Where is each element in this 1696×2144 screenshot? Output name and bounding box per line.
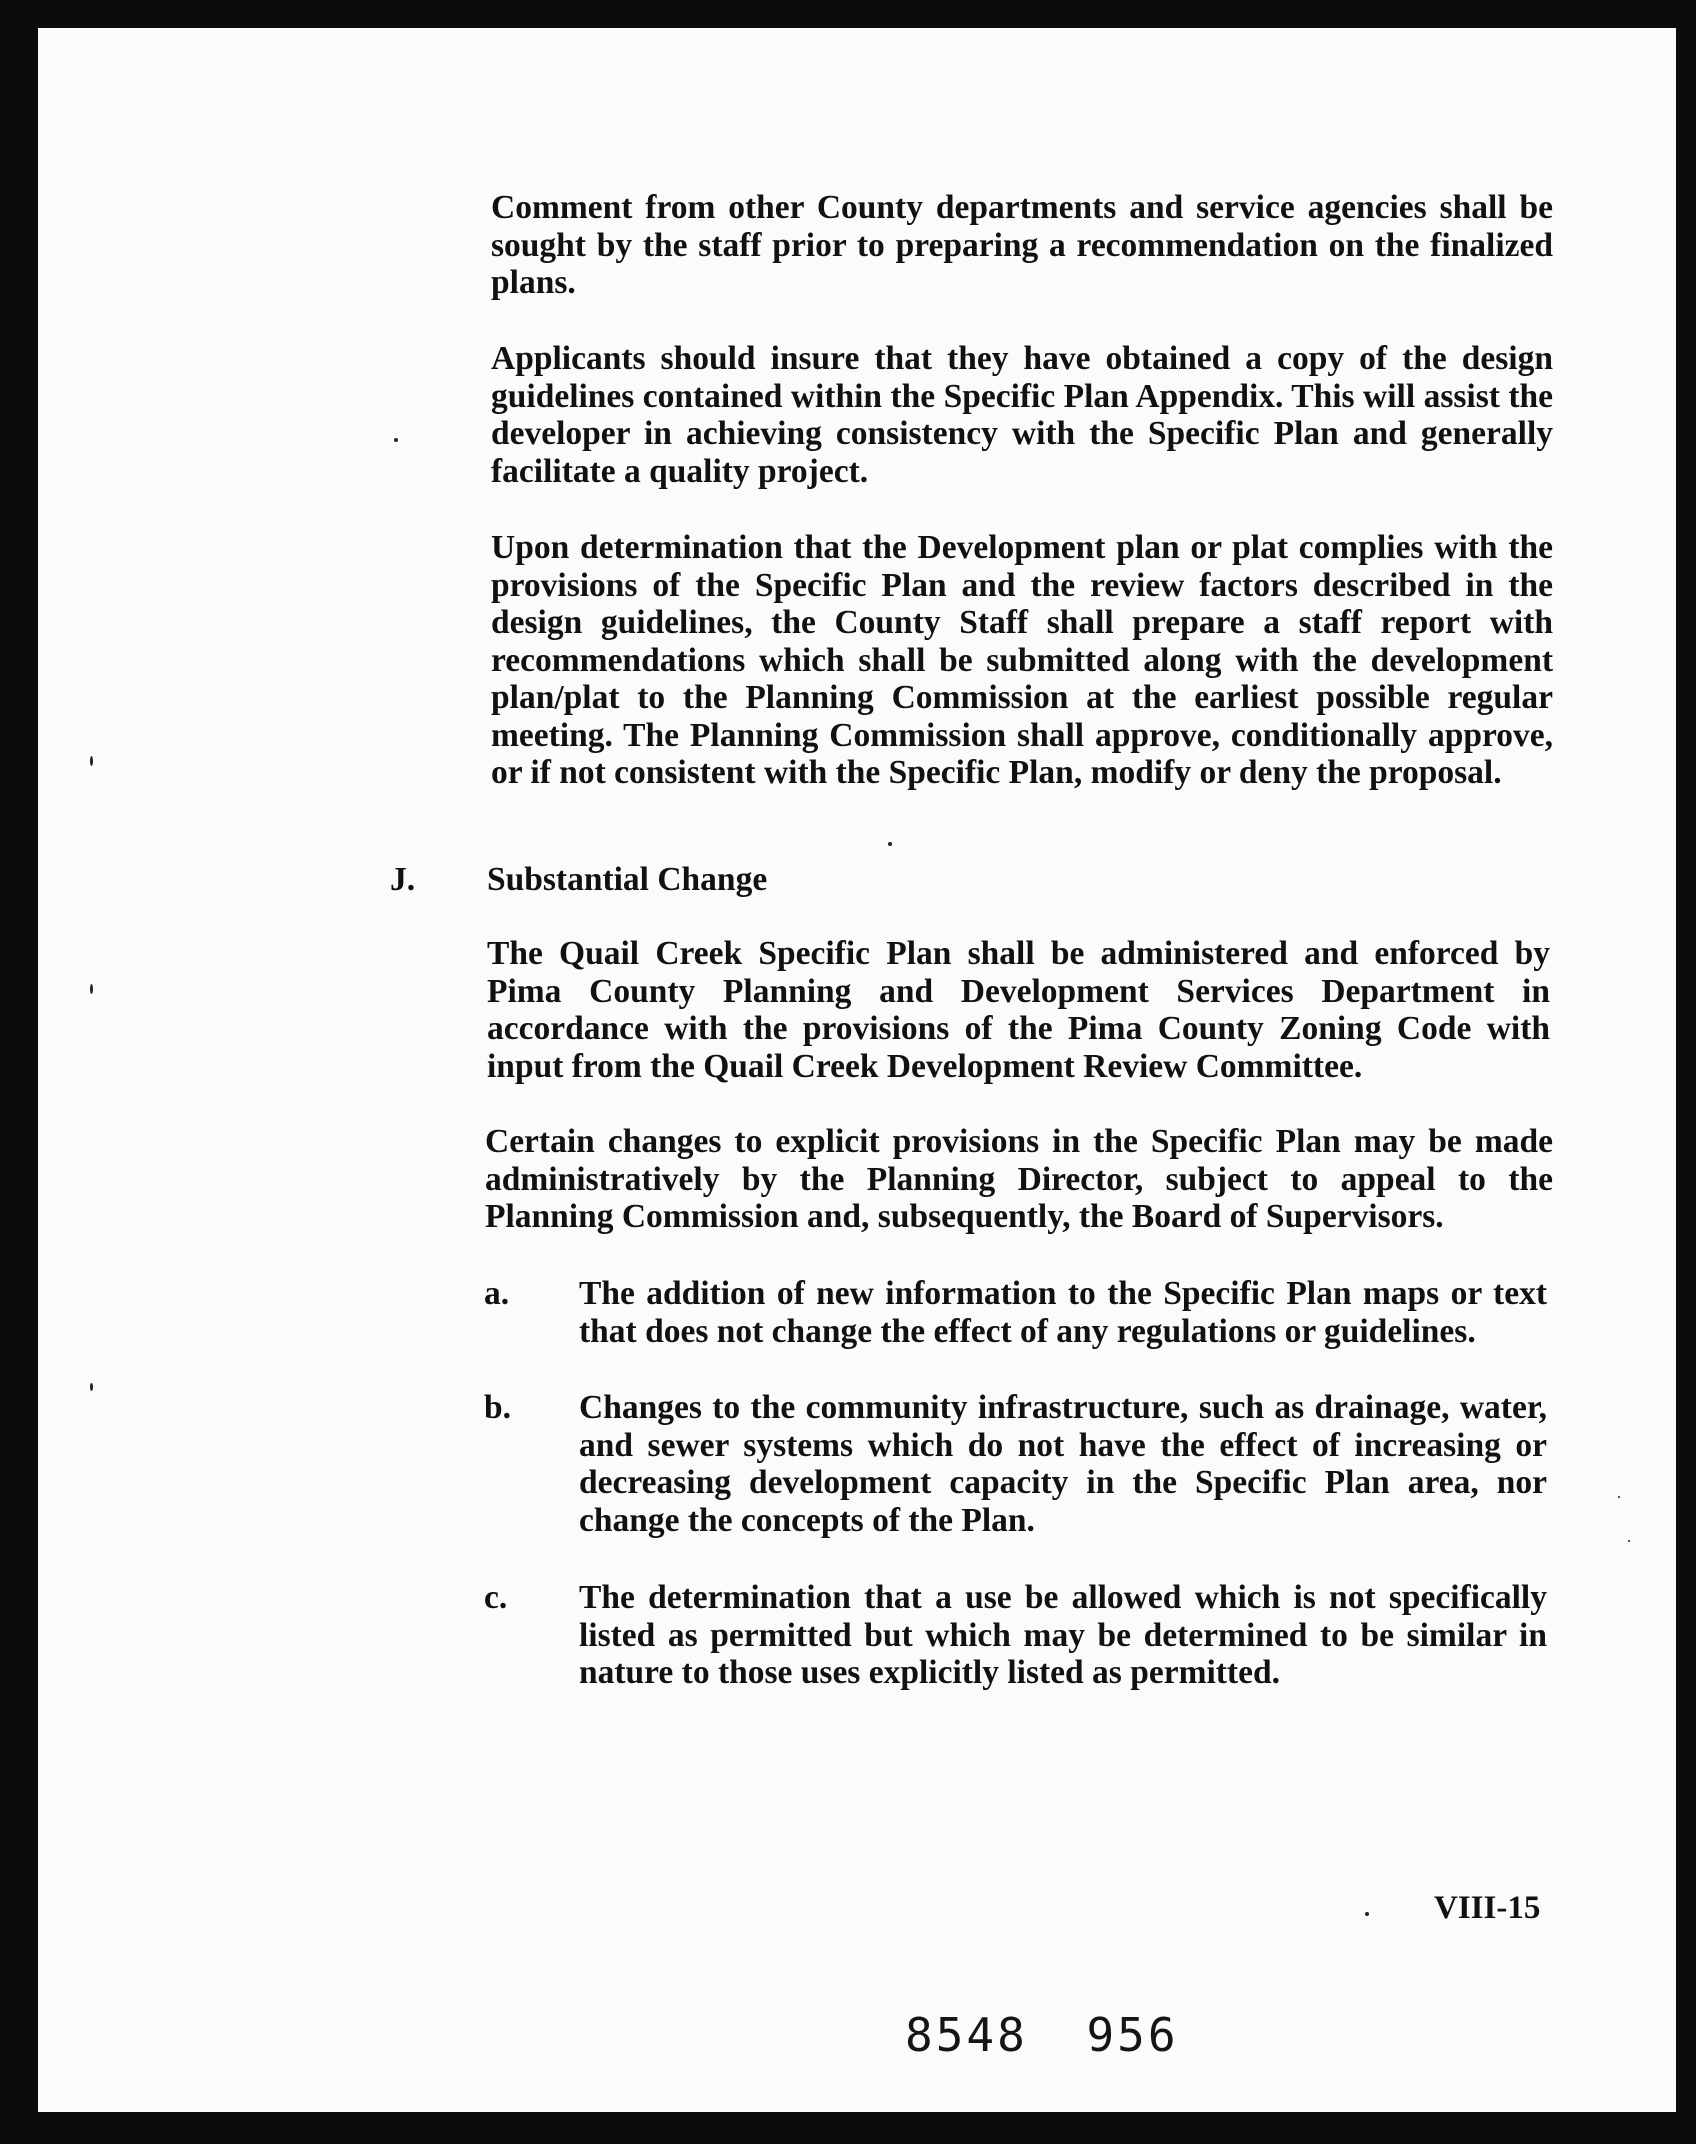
scan-speck	[90, 1383, 93, 1391]
list-item-text-a: The addition of new information to the Specific Plan maps or text that does not change the effect of any regulations or guidelines.	[579, 1275, 1547, 1350]
list-item-letter-b: b.	[484, 1389, 512, 1426]
scan-speck	[90, 756, 93, 766]
list-item-text-c: The determination that a use be allowed which is not specifically listed as permitted but which may be determined to be similar in nature to those uses explicitly listed as permitted.	[579, 1579, 1547, 1691]
scan-speck	[888, 842, 892, 846]
scan-speck	[394, 438, 398, 442]
paragraph-quail-creek: The Quail Creek Specific Plan shall be administered and enforced by Pima County Planning and Development Services Department in accordance with the provisions of the Pima County Zoning Code with input from the Quail Creek Development Review Committee.	[487, 935, 1550, 1085]
scan-speck	[1365, 1912, 1369, 1916]
paragraph-determination: Upon determination that the Development plan or plat complies with the provisions of the Specific Plan and the review factors described in the design guidelines, the County Staff shall prepare a staff report with recommendations which shall be submitted along with the development plan/plat to the Planning Commission at the earliest possible regular meeting. The Planning Commission shall approve, conditionally approve, or if not consistent with the Specific Plan, modify or deny the proposal.	[491, 529, 1553, 791]
scan-speck	[1628, 1540, 1630, 1542]
list-item-letter-a: a.	[484, 1275, 510, 1312]
document-page	[38, 28, 1676, 2112]
page-number: VIII-15	[1434, 1890, 1541, 1926]
scan-speck	[1618, 1496, 1620, 1498]
list-item-text-b: Changes to the community infrastructure, such as drainage, water, and sewer systems which do not have the effect of increasing or decreasing development capacity in the Specific Plan area, nor change the concepts of the Plan.	[579, 1389, 1547, 1539]
document-number: 8548 956	[905, 2008, 1179, 2062]
paragraph-certain-changes: Certain changes to explicit provisions in the Specific Plan may be made administratively by the Planning Director, subject to appeal to the Planning Commission and, subsequently, the Board of Supervisors.	[485, 1123, 1553, 1235]
paragraph-applicants: Applicants should insure that they have obtained a copy of the design guidelines contained within the Specific Plan Appendix. This will assist the developer in achieving consistency with the Specific Plan and generally facilitate a quality project.	[491, 340, 1553, 490]
section-letter: J.	[390, 861, 416, 898]
list-item-letter-c: c.	[484, 1579, 508, 1616]
section-title: Substantial Change	[487, 861, 768, 898]
scan-speck	[90, 984, 93, 994]
paragraph-comment: Comment from other County departments and service agencies shall be sought by the staff prior to preparing a recommendation on the finalized plans.	[491, 189, 1553, 301]
